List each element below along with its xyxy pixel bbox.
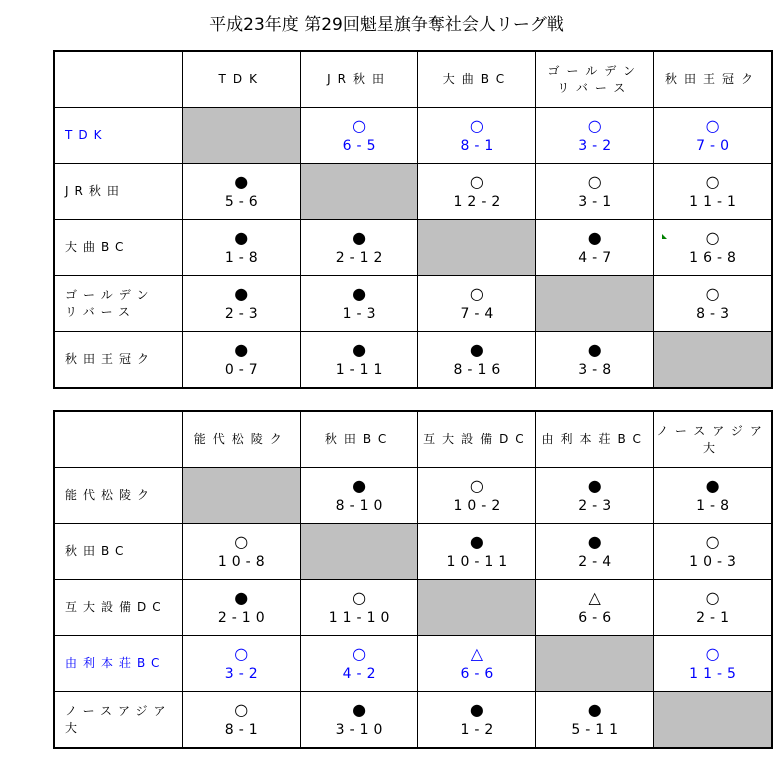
- header-row: [54, 51, 772, 108]
- result-cell: [300, 692, 418, 749]
- score: 10-8: [217, 553, 270, 570]
- column-header: 秋田BC: [300, 411, 418, 468]
- result-mark-icon: ●: [234, 339, 249, 359]
- result-mark-icon: ○: [587, 115, 602, 135]
- result-cell: [418, 692, 536, 749]
- table-row: [54, 524, 772, 580]
- result-cell: [182, 332, 300, 389]
- result-cell: [536, 692, 654, 749]
- score: 3-2: [578, 137, 617, 154]
- score: 4-7: [578, 249, 617, 266]
- result-cell: [536, 468, 654, 524]
- score: 1-8: [224, 249, 263, 266]
- result-mark-icon: ○: [705, 171, 720, 191]
- result-cell: [418, 108, 536, 164]
- result-cell: [300, 332, 418, 389]
- league-table-2: [53, 410, 773, 749]
- column-header: ゴールデン リバース: [536, 51, 654, 108]
- result-mark-icon: ●: [587, 699, 602, 719]
- result-mark-icon: ●: [587, 227, 602, 247]
- table-row: [54, 332, 772, 389]
- result-mark-icon: ○: [352, 643, 367, 663]
- table-row: [54, 164, 772, 220]
- table-row: [54, 580, 772, 636]
- result-mark-icon: ●: [352, 227, 367, 247]
- result-mark-icon: ○: [705, 531, 720, 551]
- result-mark-icon: ●: [352, 699, 367, 719]
- result-mark-icon: ●: [469, 339, 484, 359]
- score: 11-5: [689, 665, 741, 682]
- score: 2-3: [224, 305, 263, 322]
- result-mark-icon: ○: [352, 587, 367, 607]
- column-header: ノースアジア大: [654, 411, 772, 468]
- column-header: 秋田王冠ク: [654, 51, 772, 108]
- score: 1-2: [460, 721, 499, 738]
- self-match-cell: [536, 276, 654, 332]
- score: 11-1: [689, 193, 741, 210]
- result-cell: [300, 220, 418, 276]
- result-cell: [418, 164, 536, 220]
- row-label: TDK: [54, 108, 182, 164]
- result-mark-icon: ●: [587, 475, 602, 495]
- result-cell: [182, 220, 300, 276]
- row-label: 大曲BC: [54, 220, 182, 276]
- result-cell: [300, 468, 418, 524]
- result-mark-icon: ●: [352, 475, 367, 495]
- score: 6-5: [342, 137, 381, 154]
- result-cell: [536, 220, 654, 276]
- score: 10-11: [446, 553, 513, 570]
- result-mark-icon: ○: [705, 283, 720, 303]
- result-cell: [654, 220, 772, 276]
- score: 16-8: [689, 249, 741, 266]
- self-match-cell: [182, 108, 300, 164]
- self-match-cell: [182, 468, 300, 524]
- score: 3-8: [578, 361, 617, 378]
- row-label: 秋田BC: [54, 524, 182, 580]
- result-cell: [182, 524, 300, 580]
- corner-cell: [54, 51, 182, 108]
- result-cell: [418, 524, 536, 580]
- result-mark-icon: ●: [352, 339, 367, 359]
- row-label: JR秋田: [54, 164, 182, 220]
- result-cell: [654, 636, 772, 692]
- result-mark-icon: ○: [234, 699, 249, 719]
- self-match-cell: [536, 636, 654, 692]
- table-row: [54, 692, 772, 749]
- self-match-cell: [654, 692, 772, 749]
- result-cell: [418, 332, 536, 389]
- result-cell: [182, 164, 300, 220]
- result-cell: [536, 164, 654, 220]
- comment-indicator-icon: [662, 234, 667, 239]
- result-mark-icon: ○: [469, 283, 484, 303]
- result-cell: [182, 692, 300, 749]
- result-cell: [182, 636, 300, 692]
- score: 1-11: [335, 361, 388, 378]
- result-cell: [418, 468, 536, 524]
- result-mark-icon: ○: [234, 643, 249, 663]
- score: 7-4: [460, 305, 499, 322]
- page-title: 平成23年度 第29回魁星旗争奪社会人リーグ戦: [209, 15, 564, 35]
- result-mark-icon: ○: [705, 587, 720, 607]
- result-cell: [536, 332, 654, 389]
- score: 11-10: [328, 609, 395, 626]
- result-cell: [300, 636, 418, 692]
- result-mark-icon: ●: [587, 531, 602, 551]
- result-mark-icon: △: [470, 643, 484, 663]
- score: 4-2: [342, 665, 381, 682]
- result-mark-icon: ○: [587, 171, 602, 191]
- score: 8-16: [453, 361, 506, 378]
- row-label: ゴールデン リバース: [54, 276, 182, 332]
- result-cell: [654, 108, 772, 164]
- score: 2-1: [696, 609, 734, 626]
- self-match-cell: [300, 164, 418, 220]
- score: 3-10: [335, 721, 388, 738]
- column-header: 能代松陵ク: [182, 411, 300, 468]
- score: 5-11: [571, 721, 624, 738]
- result-cell: [654, 164, 772, 220]
- column-header: 由利本荘BC: [536, 411, 654, 468]
- score: 8-10: [335, 497, 388, 514]
- result-cell: [536, 108, 654, 164]
- self-match-cell: [418, 220, 536, 276]
- result-mark-icon: ●: [234, 171, 249, 191]
- score: 8-3: [696, 305, 734, 322]
- result-mark-icon: ○: [469, 171, 484, 191]
- table-row: [54, 468, 772, 524]
- row-label: 由利本荘BC: [54, 636, 182, 692]
- table-row: [54, 220, 772, 276]
- result-cell: [300, 580, 418, 636]
- row-label: ノースアジア大: [54, 692, 182, 749]
- score: 2-10: [217, 609, 270, 626]
- result-mark-icon: ○: [469, 115, 484, 135]
- column-header: 大曲BC: [418, 51, 536, 108]
- table-row: [54, 636, 772, 692]
- result-mark-icon: ○: [705, 115, 720, 135]
- score: 6-6: [578, 609, 617, 626]
- result-mark-icon: △: [588, 587, 601, 607]
- row-label: 互大設備DC: [54, 580, 182, 636]
- corner-cell: [54, 411, 182, 468]
- result-mark-icon: ●: [234, 283, 249, 303]
- row-label: 秋田王冠ク: [54, 332, 182, 389]
- table-row: [54, 276, 772, 332]
- score: 5-6: [224, 193, 263, 210]
- score: 8-1: [224, 721, 263, 738]
- score: 10-2: [453, 497, 506, 514]
- result-cell: [654, 468, 772, 524]
- self-match-cell: [654, 332, 772, 389]
- self-match-cell: [418, 580, 536, 636]
- score: 6-6: [460, 665, 499, 682]
- score: 3-1: [578, 193, 617, 210]
- result-mark-icon: ●: [234, 587, 249, 607]
- result-mark-icon: ●: [705, 475, 720, 495]
- column-header: TDK: [182, 51, 300, 108]
- header-row: [54, 411, 772, 468]
- score: 2-12: [335, 249, 388, 266]
- score: 10-3: [689, 553, 741, 570]
- result-mark-icon: ○: [705, 227, 720, 247]
- result-cell: [300, 108, 418, 164]
- column-header: 互大設備DC: [418, 411, 536, 468]
- column-header: JR秋田: [300, 51, 418, 108]
- score: 1-3: [342, 305, 381, 322]
- result-cell: [654, 524, 772, 580]
- score: 12-2: [453, 193, 506, 210]
- result-mark-icon: ●: [352, 283, 367, 303]
- score: 2-3: [578, 497, 617, 514]
- result-cell: [536, 580, 654, 636]
- result-mark-icon: ○: [705, 643, 720, 663]
- score: 0-7: [224, 361, 263, 378]
- league-table-1: [53, 50, 773, 389]
- result-cell: [418, 276, 536, 332]
- score: 2-4: [578, 553, 617, 570]
- result-mark-icon: ○: [469, 475, 484, 495]
- result-cell: [654, 580, 772, 636]
- result-cell: [182, 276, 300, 332]
- result-cell: [654, 276, 772, 332]
- self-match-cell: [300, 524, 418, 580]
- result-cell: [182, 580, 300, 636]
- result-cell: [536, 524, 654, 580]
- score: 8-1: [460, 137, 499, 154]
- result-mark-icon: ●: [469, 699, 484, 719]
- result-cell: [418, 636, 536, 692]
- result-mark-icon: ●: [587, 339, 602, 359]
- result-mark-icon: ○: [234, 531, 249, 551]
- table-row: [54, 108, 772, 164]
- score: 7-0: [696, 137, 734, 154]
- score: 3-2: [224, 665, 263, 682]
- row-label: 能代松陵ク: [54, 468, 182, 524]
- result-mark-icon: ●: [469, 531, 484, 551]
- result-cell: [300, 276, 418, 332]
- result-mark-icon: ○: [352, 115, 367, 135]
- result-mark-icon: ●: [234, 227, 249, 247]
- score: 1-8: [696, 497, 734, 514]
